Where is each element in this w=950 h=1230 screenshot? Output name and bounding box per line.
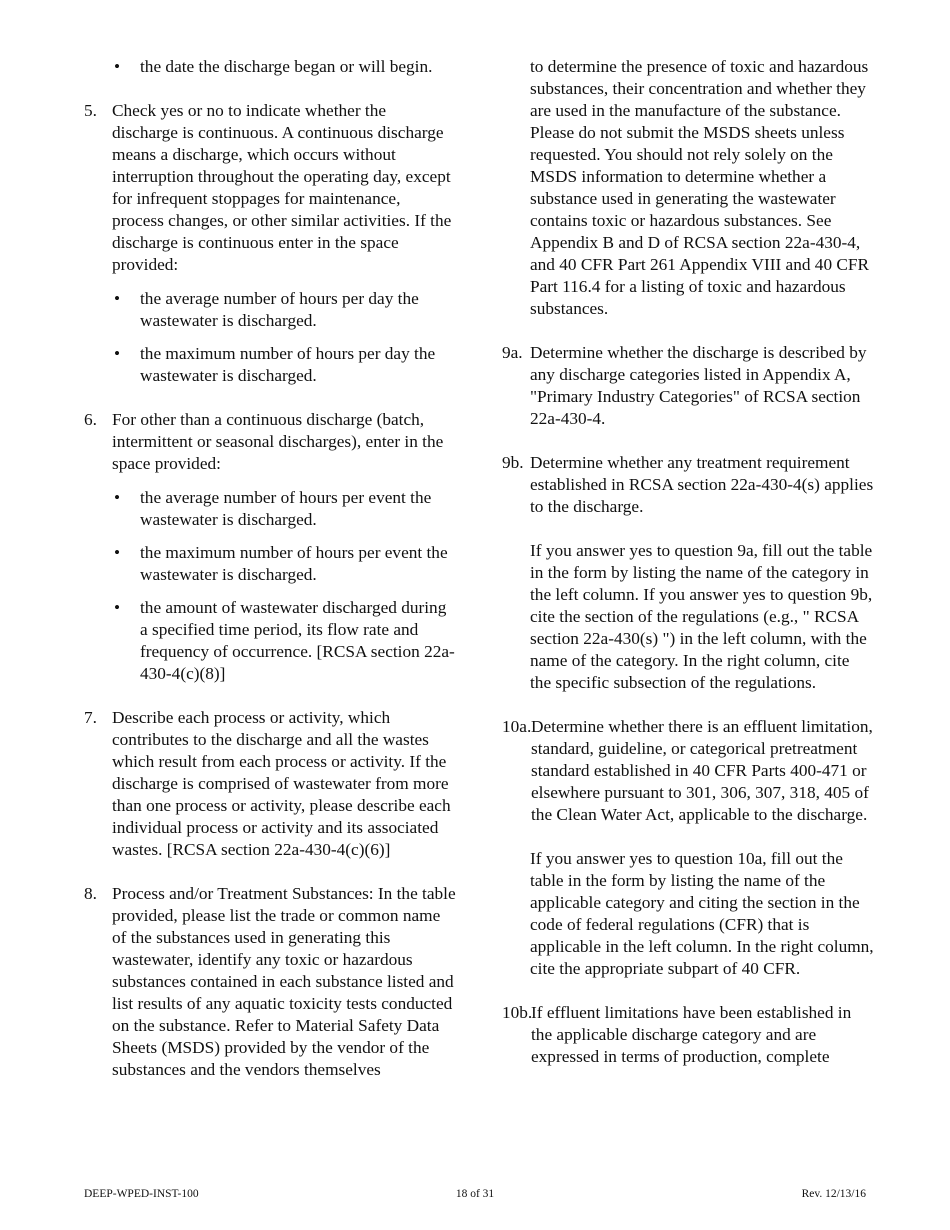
bullet-text: the average number of hours per event the wastewater is discharged. (140, 488, 432, 529)
bullet-icon: • (114, 543, 121, 562)
item-text: For other than a continuous discharge (batch, intermittent or seasonal discharges), enter in the space provided: (112, 410, 444, 473)
item-number: 9a. (502, 343, 523, 362)
instruction-item-5 (84, 100, 456, 276)
item-10a-followup: If you answer yes to question 10a, fill out the table in the form by listing the name of the applicable category and citing the section in the code of federal regulations (CFR) that is applicable in the left column. In the right column, cite the appropriate subpart of 40 CFR. (530, 849, 874, 978)
item-text: Check yes or no to indicate whether the discharge is continuous. A continuous discharge means a discharge, which occurs without interruption throughout the operating day, except for infrequent stoppages for maintenance, process changes, or other similar activities. If the discharge is continuous enter in the space provided: (112, 101, 452, 274)
instruction-item-9a (502, 342, 874, 430)
bullet-icon: • (114, 598, 121, 617)
item-number: 10a. (502, 717, 532, 736)
bullet-icon: • (114, 289, 121, 308)
item-number: 5. (84, 101, 97, 120)
item-number: 7. (84, 708, 97, 727)
item-number: 10b. (502, 1003, 533, 1022)
item-number: 9b. (502, 453, 524, 472)
bullet-text: the average number of hours per day the wastewater is discharged. (140, 289, 419, 330)
right-column (502, 56, 874, 1068)
bullet-text: the amount of wastewater discharged during a specified time period, its flow rate and frequency of occurrence. [RCSA section 22a-430-4(c)(8)] (140, 598, 455, 683)
item-text: Determine whether any treatment requirement established in RCSA section 22a-430-4(s) applies to the discharge. (530, 453, 874, 516)
instruction-item-6 (84, 409, 456, 475)
item-text: Determine whether the discharge is described by any discharge categories listed in Appendix A, "Primary Industry Categories" of RCSA section 22a-430-4. (530, 343, 867, 428)
list-item (84, 597, 456, 685)
item-8-continuation: to determine the presence of toxic and hazardous substances, their concentration and whether they are used in the manufacture of the substance. Please do not submit the MSDS sheets unless requested. You should not rely solely on the MSDS information to determine whether a substance used in generating the wastewater contains toxic or hazardous substances. See Appendix B and D of RCSA section 22a-430-4, and 40 CFR Part 261 Appendix VIII and 40 CFR Part 116.4 for a listing of toxic and hazardous substances. (530, 57, 870, 318)
instruction-item-7 (84, 707, 456, 861)
instruction-item-9b (502, 452, 874, 518)
bullet-icon: • (114, 488, 121, 507)
instruction-item-10a (502, 716, 874, 826)
instruction-item-10b (502, 1002, 874, 1068)
bullet-icon: • (114, 344, 121, 363)
item-number: 6. (84, 410, 97, 429)
footer-revision: Rev. 12/13/16 (801, 1188, 866, 1200)
instruction-item-8 (84, 883, 456, 1081)
item-9-followup: If you answer yes to question 9a, fill out the table in the form by listing the name of the category in the left column. If you answer yes to question 9b, cite the section of the regulations (e.g., " RCSA section 22a-430(s) ") in the left column, with the name of the category. In the right column, cite the specific subsection of the regulations. (530, 541, 873, 692)
bullet-text: the maximum number of hours per event the wastewater is discharged. (140, 543, 448, 584)
footer-page-number: 18 of 31 (455, 1188, 495, 1200)
list-item (84, 542, 456, 586)
left-column (84, 56, 456, 1081)
list-item (84, 56, 456, 78)
list-item (84, 343, 456, 387)
list-item (84, 487, 456, 531)
footer-doc-id: DEEP-WPED-INST-100 (84, 1188, 199, 1200)
item-text: Describe each process or activity, which contributes to the discharge and all the wastes which result from each process or activity. If the discharge is comprised of wastewater from more than one process or activity, please describe each individual process or activity and its associated wastes. [RCSA section 22a-430-4(c)(6)] (112, 708, 451, 859)
item-text: Process and/or Treatment Substances: In the table provided, please list the trade or common name of the substances used in generating this wastewater, identify any toxic or hazardous substances contained in each substance listed and list results of any aquatic toxicity tests conducted on the substance. Refer to Material Safety Data Sheets (MSDS) provided by the vendor of the substances and the vendors themselves (112, 884, 456, 1079)
bullet-text: the maximum number of hours per day the wastewater is discharged. (140, 344, 436, 385)
item-text: If effluent limitations have been established in the applicable discharge category and are expressed in terms of production, complete (531, 1003, 852, 1066)
bullet-text: the date the discharge began or will begin. (140, 57, 433, 76)
item-number: 8. (84, 884, 97, 903)
list-item (84, 288, 456, 332)
item-text: Determine whether there is an effluent limitation, standard, guideline, or categorical pretreatment standard established in 40 CFR Parts 400-471 or elsewhere pursuant to 301, 306, 307, 318, 405 of the Clean Water Act, applicable to the discharge. (531, 717, 873, 824)
bullet-icon: • (114, 57, 121, 76)
